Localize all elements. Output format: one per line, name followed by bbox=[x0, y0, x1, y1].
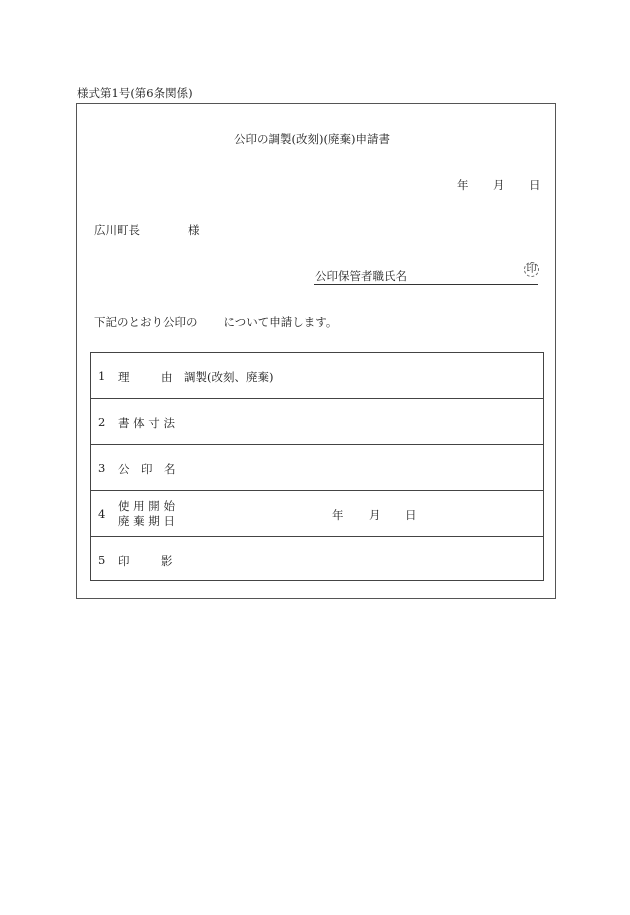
recipient-honorific: 様 bbox=[188, 223, 200, 237]
intro-text bbox=[94, 314, 337, 330]
seal-mark: 印 bbox=[524, 262, 539, 277]
row-value: 調製(改刻、廃棄) bbox=[184, 370, 274, 384]
intro-before: 下記のとおり公印の bbox=[94, 315, 198, 329]
table-row bbox=[91, 399, 543, 445]
row-label: 印 bbox=[118, 554, 130, 568]
date-day-label: 日 bbox=[529, 178, 541, 192]
applicant-signature-line bbox=[314, 284, 538, 285]
table-row bbox=[91, 491, 543, 537]
row-label: 理 bbox=[118, 370, 130, 384]
row-date-year: 年 bbox=[332, 508, 344, 522]
row-label bbox=[118, 499, 175, 529]
recipient-name: 広川町長 bbox=[94, 223, 140, 237]
row-number: 1 bbox=[98, 369, 106, 383]
applicant-label: 公印保管者職氏名 bbox=[315, 269, 407, 283]
date-month-label: 月 bbox=[493, 178, 505, 192]
table-row bbox=[91, 445, 543, 491]
row-date-month: 月 bbox=[369, 508, 381, 522]
intro-after: について申請します。 bbox=[223, 315, 338, 329]
row-label: 書 体 寸 法 bbox=[118, 416, 175, 430]
row-number: 2 bbox=[98, 415, 106, 429]
row-label-line: 廃 棄 期 日 bbox=[118, 514, 175, 528]
table-row bbox=[91, 353, 543, 399]
application-form bbox=[76, 103, 556, 599]
document-title: 公印の調製(改刻)(廃棄)申請書 bbox=[234, 132, 390, 146]
row-date-day: 日 bbox=[405, 508, 417, 522]
row-number: 5 bbox=[98, 553, 106, 567]
row-label-line: 使 用 開 始 bbox=[118, 499, 175, 513]
row-number: 3 bbox=[98, 461, 106, 475]
row-label: 影 bbox=[161, 554, 173, 568]
details-table bbox=[90, 352, 544, 581]
row-number: 4 bbox=[98, 507, 106, 521]
form-reference: 様式第1号(第6条関係) bbox=[77, 86, 193, 100]
table-row bbox=[91, 537, 543, 583]
row-label: 由 bbox=[161, 370, 173, 384]
date-year-label: 年 bbox=[457, 178, 469, 192]
recipient bbox=[94, 222, 200, 238]
row-label: 公 印 名 bbox=[118, 462, 176, 476]
